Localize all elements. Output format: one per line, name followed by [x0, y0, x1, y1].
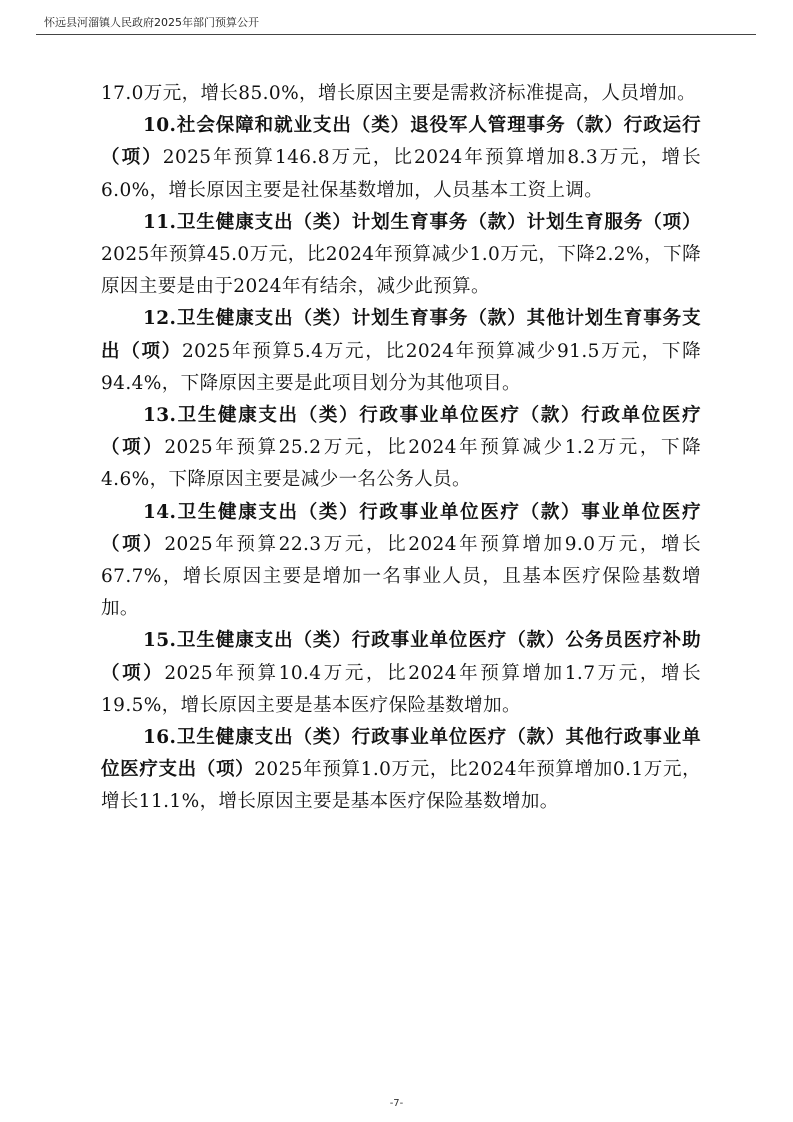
page-number: -7-	[389, 1098, 404, 1109]
paragraph-text: 2025年预算22.3万元，比2024年预算增加9.0万元，增长67.7%，增长原因主要是增加一名事业人员，且基本医疗保险基数增加。	[101, 533, 702, 620]
page-header	[36, 8, 756, 32]
paragraph-text: 2025年预算1.0万元，比2024年预算增加0.1万元，增长11.1%，增长原因主要是基本医疗保险基数增加。	[101, 759, 702, 813]
paragraph-text: 17.0万元，增长85.0%，增长原因主要是需救济标准提高，人员增加。	[101, 83, 696, 104]
item-heading: 12.卫生健康支出（类）计划生育事务（款）其他计划生育事务支出（项）	[101, 308, 701, 362]
item-heading: 15.卫生健康支出（类）行政事业单位医疗（款）公务员医疗补助（项）	[101, 630, 701, 684]
paragraph-item-13	[101, 400, 701, 497]
header-title: 怀远县河溜镇人民政府2025年部门预算公开	[44, 16, 259, 29]
paragraph-item-15	[101, 625, 701, 722]
paragraph-continuation	[101, 78, 701, 110]
paragraph-item-16	[101, 722, 701, 819]
paragraph-item-10	[101, 110, 701, 207]
paragraph-text: 2025年预算45.0万元，比2024年预算减少1.0万元，下降2.2%，下降原因主要是由于2024年有结余，减少此预算。	[101, 244, 701, 298]
item-heading: 14.卫生健康支出（类）行政事业单位医疗（款）事业单位医疗（项）	[101, 501, 701, 555]
header-divider	[36, 34, 756, 35]
item-heading: 16.卫生健康支出（类）行政事业单位医疗（款）其他行政事业单位医疗支出（项）	[101, 727, 701, 781]
paragraph-text: 2025年预算5.4万元，比2024年预算减少91.5万元，下降94.4%，下降原因主要是此项目划分为其他项目。	[101, 340, 702, 394]
paragraph-text: 2025年预算146.8万元，比2024年预算增加8.3万元，增长6.0%，增长原因主要是社保基数增加，人员基本工资上调。	[101, 147, 701, 201]
paragraph-item-14	[101, 497, 701, 626]
paragraph-item-11	[101, 207, 701, 304]
paragraph-text: 2025年预算25.2万元，比2024年预算减少1.2万元，下降4.6%，下降原因主要是减少一名公务人员。	[101, 437, 702, 491]
document-body	[101, 78, 701, 819]
paragraph-item-12	[101, 303, 701, 400]
item-heading: 13.卫生健康支出（类）行政事业单位医疗（款）行政单位医疗（项）	[101, 405, 701, 459]
item-heading: 11.卫生健康支出（类）计划生育事务（款）计划生育服务（项）	[143, 211, 701, 233]
item-heading: 10.社会保障和就业支出（类）退役军人管理事务（款）行政运行（项）	[101, 115, 701, 169]
paragraph-text: 2025年预算10.4万元，比2024年预算增加1.7万元，增长19.5%，增长原因主要是基本医疗保险基数增加。	[101, 662, 702, 716]
